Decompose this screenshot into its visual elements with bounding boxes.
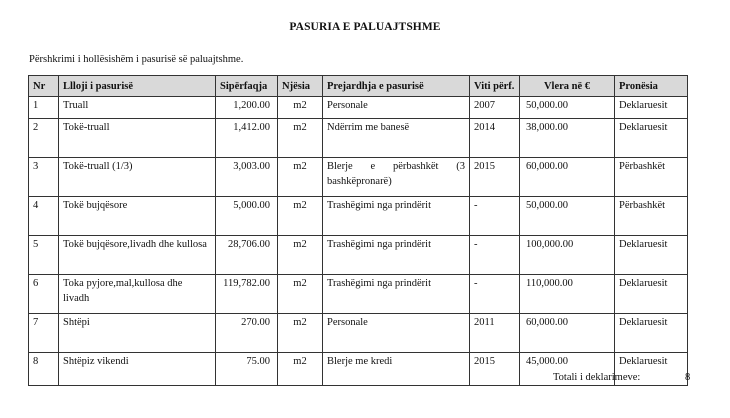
cell-type: Toka pyjore,mal,kullosa dhe livadh (59, 275, 216, 314)
cell-value: 38,000.00 (520, 119, 615, 158)
table-row (29, 314, 688, 353)
header-unit: Njësia (278, 76, 323, 97)
total-declarations (553, 372, 691, 383)
cell-unit: m2 (278, 236, 323, 275)
cell-origin: Blerje e përbashkët (3 bashkëpronarë) (323, 158, 470, 197)
table-row (29, 158, 688, 197)
cell-unit: m2 (278, 353, 323, 386)
cell-ownership: Deklaruesit (615, 314, 688, 353)
cell-value: 60,000.00 (520, 314, 615, 353)
table-row (29, 197, 688, 236)
cell-type: Tokë-truall (1/3) (59, 158, 216, 197)
document-title: PASURIA E PALUAJTSHME (289, 21, 441, 33)
cell-ownership: Përbashkët (615, 197, 688, 236)
cell-ownership: Deklaruesit (615, 236, 688, 275)
cell-value: 100,000.00 (520, 236, 615, 275)
cell-year: 2014 (470, 119, 520, 158)
cell-origin: Blerje me kredi (323, 353, 470, 386)
cell-value: 45,000.00 (520, 353, 615, 386)
cell-origin: Trashëgimi nga prindërit (323, 275, 470, 314)
cell-year: - (470, 275, 520, 314)
cell-unit: m2 (278, 275, 323, 314)
cell-origin: Ndërrim me banesë (323, 119, 470, 158)
cell-nr: 2 (29, 119, 59, 158)
table-header-row (29, 76, 688, 97)
cell-nr: 3 (29, 158, 59, 197)
cell-origin: Personale (323, 314, 470, 353)
cell-area: 5,000.00 (216, 197, 278, 236)
header-year: Viti përf. (470, 76, 520, 97)
cell-nr: 8 (29, 353, 59, 386)
cell-year: 2007 (470, 97, 520, 119)
cell-unit: m2 (278, 119, 323, 158)
cell-value: 50,000.00 (520, 197, 615, 236)
cell-ownership: Deklaruesit (615, 97, 688, 119)
cell-type: Shtëpiz vikendi (59, 353, 216, 386)
header-area: Sipërfaqja (216, 76, 278, 97)
cell-type: Tokë bujqësore (59, 197, 216, 236)
header-type: Llloji i pasurisë (59, 76, 216, 97)
cell-unit: m2 (278, 314, 323, 353)
cell-area: 28,706.00 (216, 236, 278, 275)
total-value: 8 (685, 372, 691, 383)
cell-year: - (470, 197, 520, 236)
cell-type: Tokë bujqësore,livadh dhe kullosa (59, 236, 216, 275)
cell-type: Shtëpi (59, 314, 216, 353)
cell-nr: 1 (29, 97, 59, 119)
cell-year: 2015 (470, 158, 520, 197)
table-row (29, 119, 688, 158)
cell-year: - (470, 236, 520, 275)
table-row (29, 236, 688, 275)
cell-ownership: Deklaruesit (615, 275, 688, 314)
table-row (29, 97, 688, 119)
cell-type: Truall (59, 97, 216, 119)
cell-area: 1,412.00 (216, 119, 278, 158)
cell-nr: 4 (29, 197, 59, 236)
cell-year: 2011 (470, 314, 520, 353)
cell-origin: Trashëgimi nga prindërit (323, 236, 470, 275)
cell-origin: Personale (323, 97, 470, 119)
cell-area: 3,003.00 (216, 158, 278, 197)
cell-type: Tokë-truall (59, 119, 216, 158)
header-origin: Prejardhja e pasurisë (323, 76, 470, 97)
cell-ownership: Deklaruesit (615, 119, 688, 158)
cell-value: 110,000.00 (520, 275, 615, 314)
cell-nr: 7 (29, 314, 59, 353)
cell-unit: m2 (278, 158, 323, 197)
cell-nr: 6 (29, 275, 59, 314)
cell-unit: m2 (278, 97, 323, 119)
property-table (28, 75, 691, 386)
cell-nr: 5 (29, 236, 59, 275)
cell-unit: m2 (278, 197, 323, 236)
table-row (29, 275, 688, 314)
cell-area: 1,200.00 (216, 97, 278, 119)
cell-area: 270.00 (216, 314, 278, 353)
cell-area: 119,782.00 (216, 275, 278, 314)
cell-value: 60,000.00 (520, 158, 615, 197)
total-label: Totali i deklarimeve: (553, 372, 641, 383)
cell-year: 2015 (470, 353, 520, 386)
cell-origin: Trashëgimi nga prindërit (323, 197, 470, 236)
cell-value: 50,000.00 (520, 97, 615, 119)
header-value: Vlera në € (520, 76, 615, 97)
cell-ownership: Përbashkët (615, 158, 688, 197)
header-ownership: Pronësia (615, 76, 688, 97)
header-nr: Nr (29, 76, 59, 97)
document-subtitle: Përshkrimi i hollësishëm i pasurisë së paluajtshme. (29, 54, 244, 65)
cell-area: 75.00 (216, 353, 278, 386)
cell-ownership: Deklaruesit (615, 353, 688, 386)
